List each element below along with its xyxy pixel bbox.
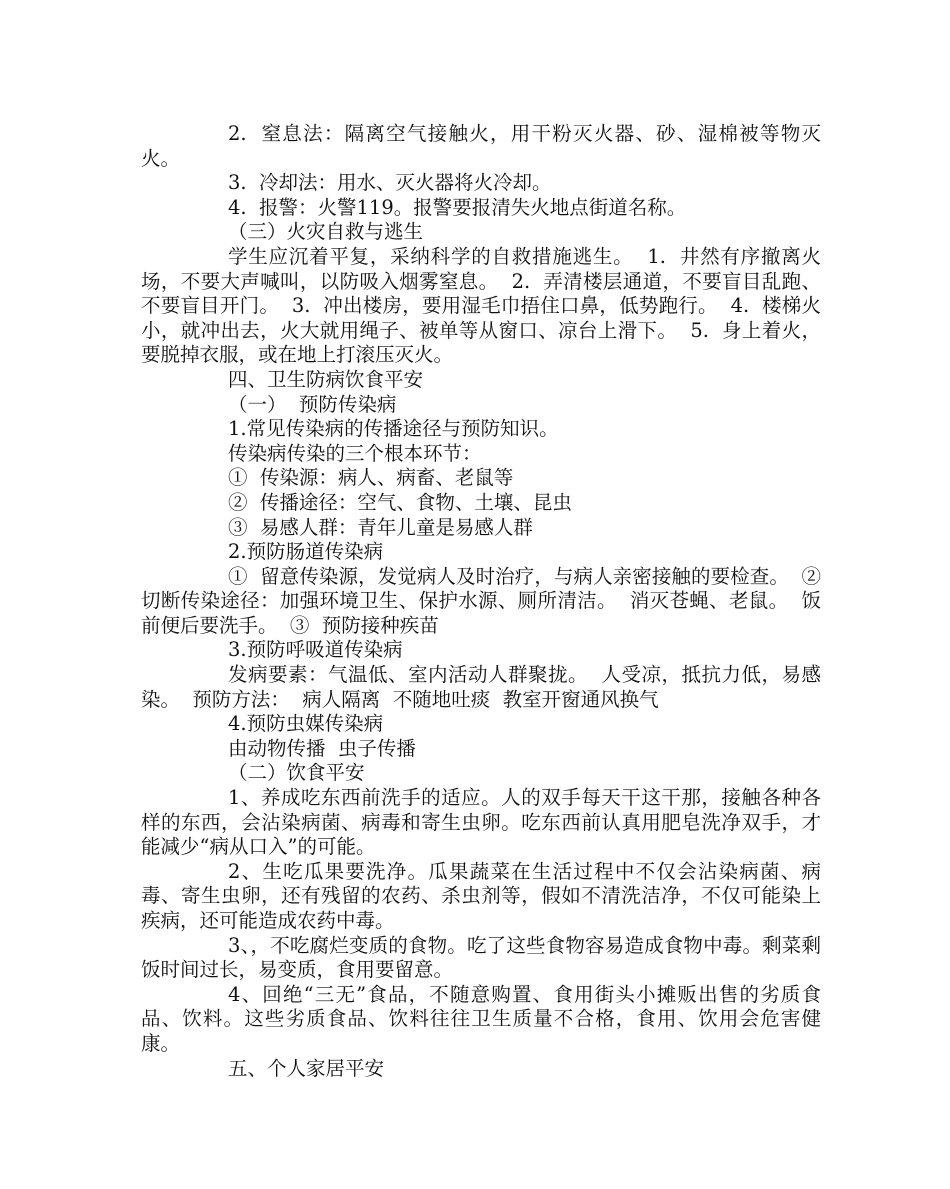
paragraph-intestinal: ① 留意传染源，发觉病人及时治疗，与病人亲密接触的要检查。 ② 切断传染途径：加强环境卫生、保护水源、厕所清洁。 消灭苍蝇、老鼠。 饭前便后要洗手。 ③ 预防接种疾苗 <box>141 564 834 637</box>
paragraph-fire-escape: 学生应沉着平复，采纳科学的自救措施逃生。 1. 井然有序撤离火场，不要大声喊叫，以防吸入烟雾窒息。 2. 弄清楼层通道，不要盲目乱跑、不要盲目开门。 3. 冲出楼房，要用湿毛巾捂住口鼻，低势跑行。 4. 楼梯火小，就冲出去，火大就用绳子、被单等从窗口、凉台上滑下。 5. 身上着火，要脱掉衣服，或在地上打滚压灭火。 <box>141 244 821 367</box>
section-heading-hygiene: 四、卫生防病饮食平安 <box>228 367 424 391</box>
paragraph-cooling-method: 3. 冷却法：用水、灭火器将火冷却。 <box>228 171 552 195</box>
paragraph-wash-fruit: 2、生吃瓜果要洗净。瓜果蔬菜在生活过程中不仅会沾染病菌、病毒、寄生虫卵，还有残留的农药、杀虫剂等，假如不清洗洁净，不仅可能染上疾病，还可能造成农药中毒。 <box>141 859 821 932</box>
section-heading-infectious-disease: （一） 预防传染病 <box>228 392 397 416</box>
paragraph-hand-washing: 1、养成吃东西前洗手的适应。人的双手每天干这干那，接触各种各样的东西，会沾染病菌、病毒和寄生虫卵。吃东西前认真用肥皂洗净双手，才能减少“病从口入”的可能。 <box>141 786 821 859</box>
subheading-respiratory: 3.预防呼吸道传染病 <box>228 638 403 662</box>
subheading-vector: 4.预防虫媒传染病 <box>228 712 384 736</box>
list-item-source: ① 传染源：病人、病畜、老鼠等 <box>228 466 514 490</box>
paragraph-vector: 由动物传播 虫子传播 <box>228 736 416 760</box>
paragraph-three-links: 传染病传染的三个根本环节： <box>228 441 482 465</box>
list-item-route: ② 传播途径：空气、食物、土壤、昆虫 <box>228 490 572 514</box>
paragraph-three-no-food: 4、回绝“三无”食品，不随意购置、食用街头小摊贩出售的劣质食品、饮料。这些劣质食品、饮料往往卫生质量不合格，食用、饮用会危害健康。 <box>141 982 821 1055</box>
paragraph-transmission-knowledge: 1.常见传染病的传播途径与预防知识。 <box>228 417 559 441</box>
section-heading-food-safety: （二）饮食平安 <box>228 761 365 785</box>
paragraph-spoiled-food: 3、，不吃腐烂变质的食物。吃了这些食物容易造成食物中毒。剩菜剩饭时间过长，易变质，食用要留意。 <box>141 933 821 982</box>
document-body <box>141 122 834 1081</box>
paragraph-respiratory: 发病要素：气温低、室内活动人群聚拢。 人受凉，抵抗力低，易感染。 预防方法： 病人隔离 不随地吐痰 教室开窗通风换气 <box>141 663 821 711</box>
subheading-intestinal: 2.预防肠道传染病 <box>228 540 384 564</box>
paragraph-smothering-method: 2. 窒息法：隔离空气接触火，用干粉灭火器、砂、湿棉被等物灭火。 <box>141 122 821 170</box>
list-item-susceptible: ③ 易感人群：青年儿童是易感人群 <box>228 515 533 539</box>
paragraph-alarm: 4. 报警：火警119。报警要报清失火地点街道名称。 <box>228 195 687 219</box>
section-heading-home-safety: 五、个人家居平安 <box>228 1056 385 1080</box>
section-heading-fire-escape: （三）火灾自救与逃生 <box>228 220 424 244</box>
